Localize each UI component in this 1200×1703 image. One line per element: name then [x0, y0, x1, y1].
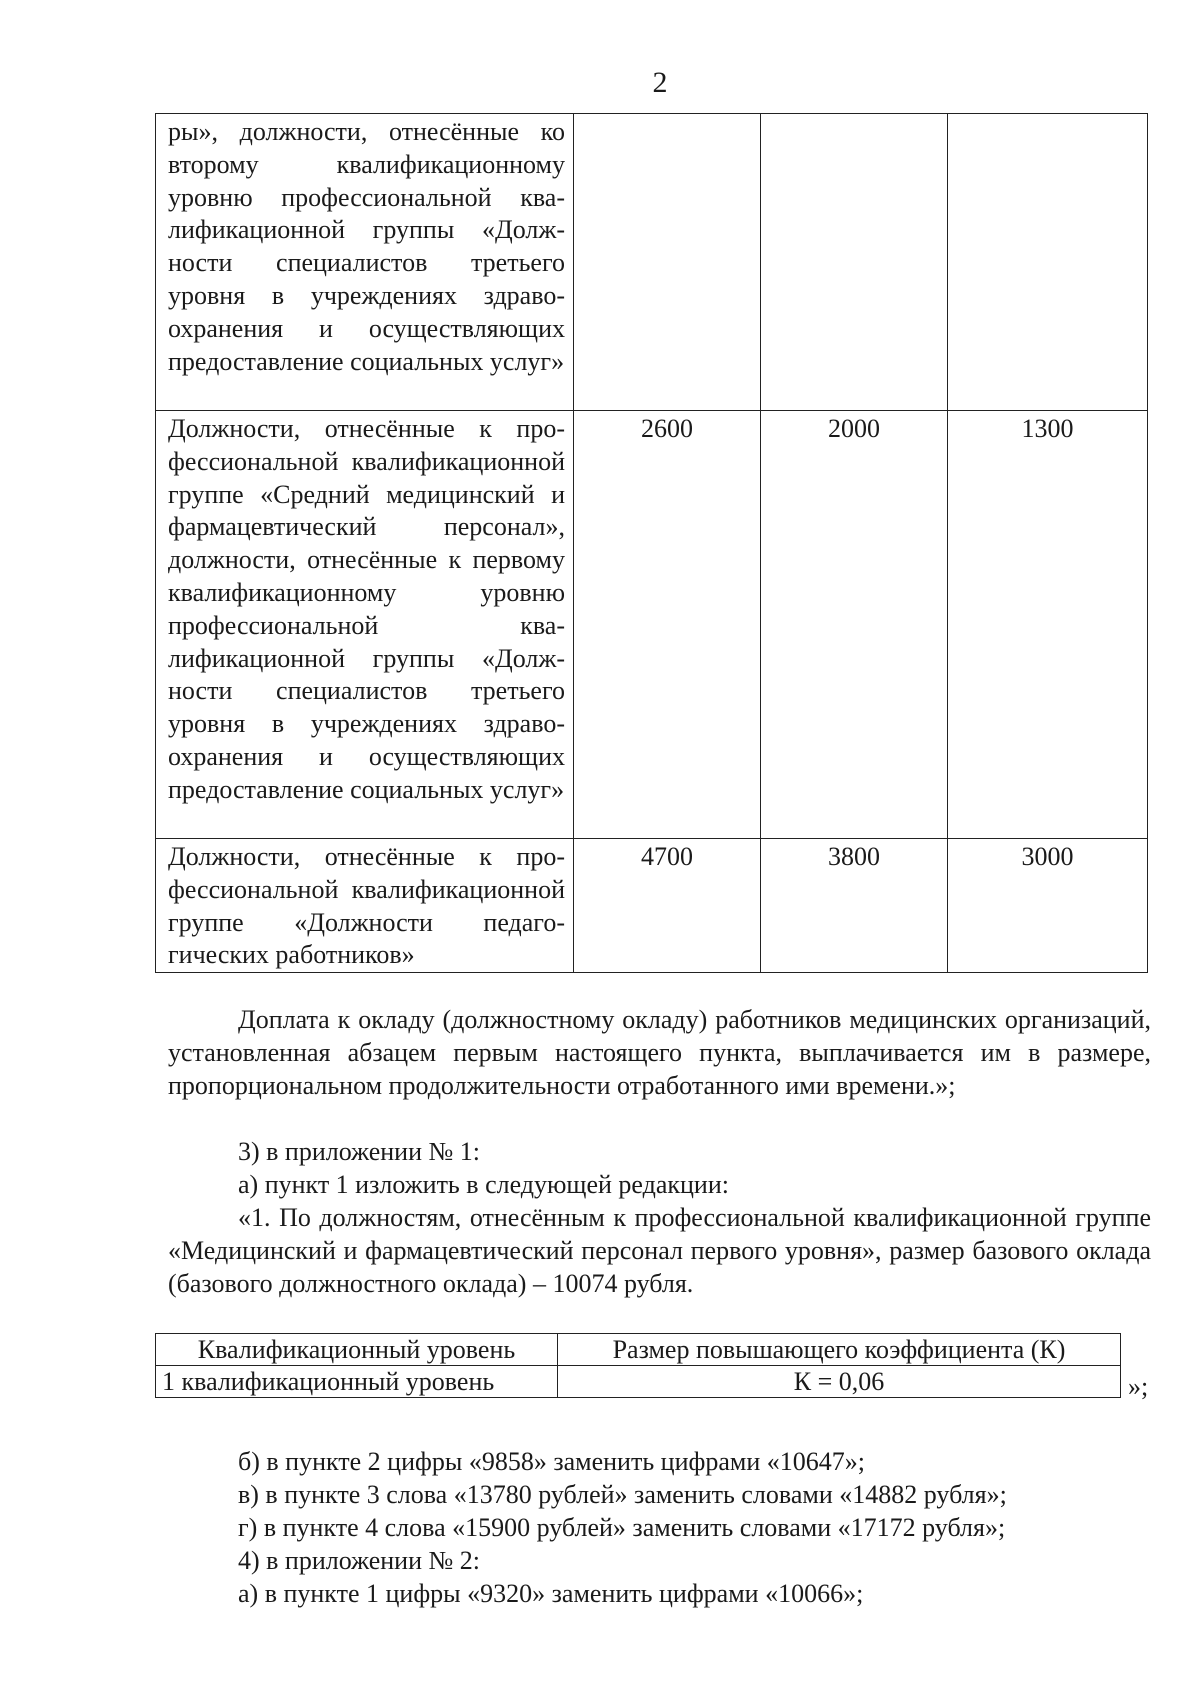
position-cell: ры», должности, отнесённые ко второму квалификационному уровню профессиональной квалификационной группы «Должности специалистов третьего уровня в учреждениях здравоохранения и осуществляющих предоставление социальных услуг»: [156, 114, 574, 411]
table-cell: 1 квалификационный уровень: [156, 1366, 558, 1398]
table-header: Размер повышающего коэффициента (К): [558, 1334, 1121, 1366]
coefficient-table: [155, 1333, 1121, 1398]
value-cell: [574, 114, 761, 411]
closing-quote: »;: [1128, 1372, 1149, 1401]
value-cell: 4700: [574, 839, 761, 973]
value-cell: 2600: [574, 411, 761, 839]
table-row: [156, 114, 1148, 411]
body-paragraph: «1. По должностям, отнесённым к профессиональной квалификационной группе «Медицинский и фармацевтический персонал первого уровня», размер базового оклада (базового должностного оклада) – 10074 рубля.: [168, 1203, 1151, 1298]
table-header: Квалификационный уровень: [156, 1334, 558, 1366]
list-item: а) в пункте 1 цифры «9320» заменить цифрами «10066»;: [238, 1579, 864, 1608]
value-cell: 2000: [761, 411, 948, 839]
value-cell: 3800: [761, 839, 948, 973]
table-cell: К = 0,06: [558, 1366, 1121, 1398]
list-item: в) в пункте 3 слова «13780 рублей» заменить словами «14882 рубля»;: [238, 1480, 1007, 1509]
body-paragraph: 3) в приложении № 1:: [238, 1137, 481, 1166]
list-item: 4) в приложении № 2:: [238, 1546, 481, 1575]
table-row: [156, 411, 1148, 839]
value-cell: 1300: [948, 411, 1148, 839]
table-row: [156, 1334, 1121, 1366]
allowance-table: [155, 113, 1148, 973]
position-cell: Должности, отнесённые к профессиональной квалификационной группе «Должности педагогических работников»: [156, 839, 574, 973]
position-cell: Должности, отнесённые к профессиональной квалификационной группе «Средний медицинский и фармацевтический персонал», должности, отнесённые к первому квалификационному уровню профессиональной квалификационной группы «Должности специалистов третьего уровня в учреждениях здравоохранения и осуществляющих предоставление социальных услуг»: [156, 411, 574, 839]
page-number: 2: [652, 66, 668, 99]
value-cell: 3000: [948, 839, 1148, 973]
body-paragraph: а) пункт 1 изложить в следующей редакции:: [238, 1170, 729, 1199]
value-cell: [761, 114, 948, 411]
table-row: [156, 1366, 1121, 1398]
body-paragraph: Доплата к окладу (должностному окладу) работников медицинских организаций, установленная абзацем первым настоящего пункта, выплачивается им в размере, пропорциональном продолжительности отработанного ими времени.»;: [168, 1005, 1151, 1100]
value-cell: [948, 114, 1148, 411]
list-item: г) в пункте 4 слова «15900 рублей» заменить словами «17172 рубля»;: [238, 1513, 1006, 1542]
list-item: б) в пункте 2 цифры «9858» заменить цифрами «10647»;: [238, 1447, 865, 1476]
table-row: [156, 839, 1148, 973]
